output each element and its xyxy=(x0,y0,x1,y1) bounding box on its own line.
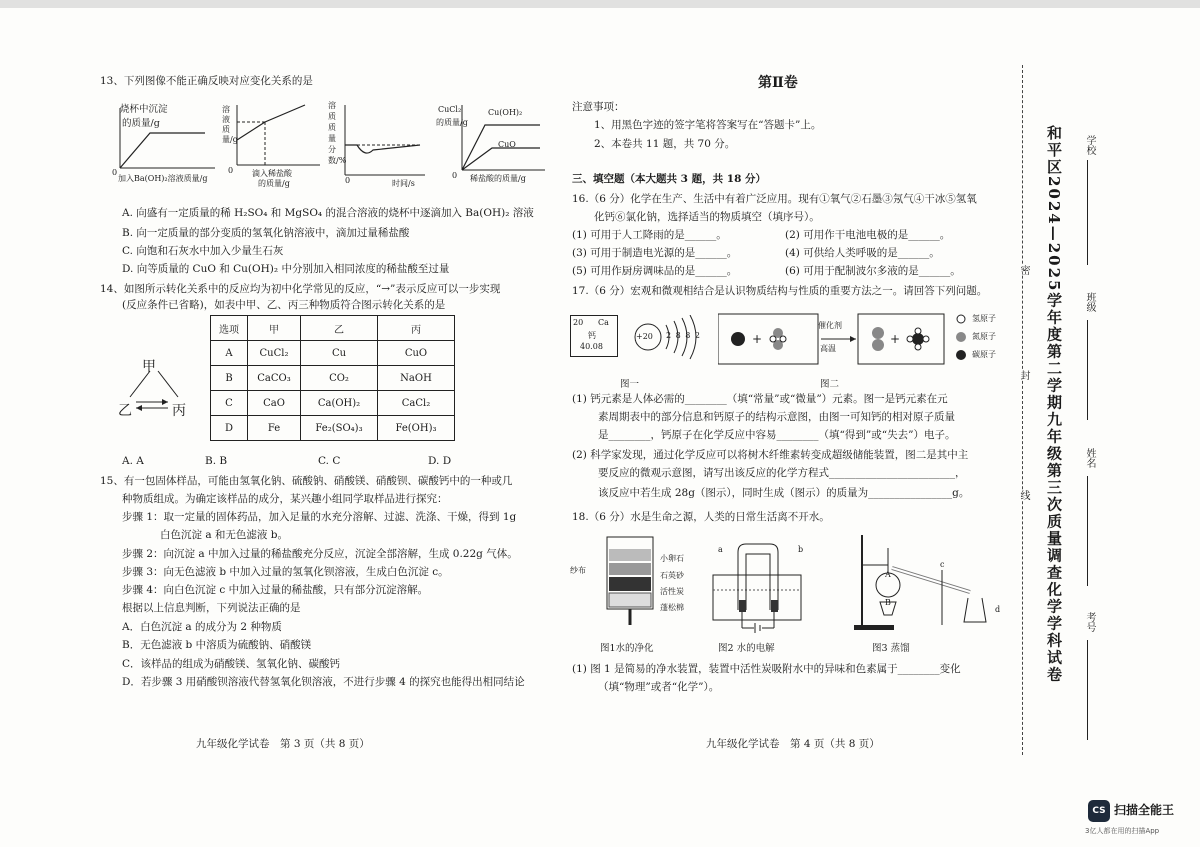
q15-option-c: C．该样品的组成为硝酸镁、氢氧化钠、碳酸钙 xyxy=(122,658,341,670)
note-1: 1、用黑色字迹的签字笔将答案写在“答题卡”上。 xyxy=(594,119,822,131)
q14-stem2: (反应条件已省略)，如表中甲、乙、丙三种物质符合图示转化关系的是 xyxy=(122,299,446,311)
graph-b-xlabel2: 的质量/g xyxy=(258,179,290,188)
q17-line: 素周期表中的部分信息和钙原子的结构示意图，由图一可知钙的相对原子质量 xyxy=(598,411,955,423)
q14-choice-d: D. D xyxy=(428,455,452,467)
graph-c-origin: 0 xyxy=(345,176,351,185)
table-row xyxy=(211,341,455,366)
table-row xyxy=(211,416,455,441)
ca-shells: 2 8 8 2 xyxy=(666,331,701,340)
svg-text:+: + xyxy=(890,332,901,346)
fig1-label: 小卵石 xyxy=(660,554,684,563)
graph-d-xlabel: 稀盐酸的质量/g xyxy=(470,174,526,183)
table-cell: B xyxy=(211,366,248,391)
table-cell: CaCO₃ xyxy=(248,366,301,391)
graph-d-line2: CuO xyxy=(498,140,516,149)
q13-option-a: A. 向盛有一定质量的稀 H₂SO₄ 和 MgSO₄ 的混合溶液的烧杯中逐滴加入 Ba(OH)₂ 溶液 xyxy=(122,207,534,219)
q15-line: 种物质组成。为确定该样品的成分，某兴趣小组同学取样品进行探究： xyxy=(122,493,448,505)
q15-option-a: A．白色沉淀 a 的成分为 2 种物质 xyxy=(122,621,282,633)
seal-mark: 封 xyxy=(1018,370,1029,380)
watermark-tagline: 3亿人都在用的扫描App xyxy=(1085,827,1160,835)
seal-mark: 线 xyxy=(1018,490,1029,500)
q14-choice-b: B. B xyxy=(205,455,228,467)
q17-line: 要反应的微观示意图，请写出该反应的化学方程式________________________， xyxy=(598,467,966,479)
q17-line: (2) 科学家发现，通过化学反应可以将树木纤维素转变成超级储能装置，图二是其中主 xyxy=(572,449,969,461)
graph-b-xlabel1: 滴入稀盐酸 xyxy=(252,169,292,178)
table-cell: C xyxy=(211,391,248,416)
q17-line: (1) 钙元素是人体必需的________（填“常量”或“微量”）元素。图一是钙元素在元 xyxy=(572,393,948,405)
table-header-row xyxy=(211,316,455,341)
fig2-caption: 图二 xyxy=(820,379,840,390)
q13-stem: 13、下列图像不能正确反映对应变化关系的是 xyxy=(100,75,313,87)
q15-line: 步骤 2：向沉淀 a 中加入过量的稀盐酸充分反应，沉淀全部溶解，生成 0.22g 气体。 xyxy=(122,548,518,560)
graph-c-ylabel: 溶质质量分数/% xyxy=(328,101,347,165)
q17-line: 该反应中若生成 28g（图示），同时生成（图示）的质量为________________g。 xyxy=(598,487,970,499)
ca-name: 钙 xyxy=(588,331,596,340)
table-header: 丙 xyxy=(378,316,455,341)
svg-text:+: + xyxy=(752,332,763,346)
q13-option-c: C. 向饱和石灰水中加入少量生石灰 xyxy=(122,245,284,257)
right-page-footer: 九年级化学试卷 第 4 页（共 8 页） xyxy=(706,738,880,750)
cloth-label: 纱布 xyxy=(570,566,586,575)
q16-item-5: (5) 可用作厨房调味品的是______。 xyxy=(572,265,738,277)
graph-a-xlabel: 加入Ba(OH)₂溶液质量/g xyxy=(118,174,208,183)
q16-item-6: (6) 可用于配制波尔多液的是______。 xyxy=(785,265,961,277)
binding-dashed-line xyxy=(1022,65,1023,755)
q16-stem1: 16.（6 分）化学在生产、生活中有着广泛应用。现有①氧气②石墨③氖气④干冰⑤氢氧 xyxy=(572,193,977,205)
table-cell: CuO xyxy=(378,341,455,366)
fig1-label: 石英砂 xyxy=(660,571,684,580)
q16-item-3: (3) 可用于制造电光源的是______。 xyxy=(572,247,738,259)
table-row xyxy=(211,391,455,416)
fig1-water-caption: 图1水的净化 xyxy=(600,643,654,654)
notes-title: 注意事项： xyxy=(572,101,625,113)
electrolysis-diagram xyxy=(708,540,808,635)
fig1-label: 蓬松棉 xyxy=(660,603,684,612)
q15-line: 15、有一包固体样品，可能由氢氧化钠、硫酸钠、硝酸镁、硝酸钡、碳酸钙中的一种或几 xyxy=(100,475,513,487)
distillation-b: B xyxy=(885,598,891,607)
table-row xyxy=(211,366,455,391)
field-exam-number: 考号 xyxy=(1084,612,1095,632)
distillation-diagram xyxy=(850,530,1000,635)
q14-stem1: 14、如图所示转化关系中的反应均为初中化学常见的反应，“→”表示反应可以一步实现 xyxy=(100,283,501,295)
graph-d-ylabel1: CuCl₂ xyxy=(438,105,462,114)
table-header: 乙 xyxy=(301,316,378,341)
ca-mass: 40.08 xyxy=(580,342,603,351)
fig1-label: 活性炭 xyxy=(660,587,684,596)
field-school: 学校 xyxy=(1084,135,1095,155)
table-cell: Fe₂(SO₄)₃ xyxy=(301,416,378,441)
q16-stem2: 化钙⑥氯化钠，选择适当的物质填空（填序号）。 xyxy=(594,211,820,223)
camscanner-logo-icon: CS xyxy=(1088,800,1110,822)
q15-line: 步骤 1：取一定量的固体药品，加入足量的水充分溶解、过滤、洗涤、干燥，得到 1g xyxy=(122,511,517,523)
catalyst-label: 催化剂 xyxy=(818,321,842,330)
graph-b-ylabel: 溶液质量/g xyxy=(222,105,238,144)
table-cell: Ca(OH)₂ xyxy=(301,391,378,416)
legend-carbon: 碳原子 xyxy=(972,350,996,359)
q18-line2: （填“物理”或者“化学”）。 xyxy=(598,681,720,693)
graph-a-ylabel1: 烧杯中沉淀 xyxy=(120,104,168,115)
q15-line: 步骤 3：向无色滤液 b 中加入过量的氢氧化钡溶液，生成白色沉淀 c。 xyxy=(122,566,449,578)
q14-bing: 丙 xyxy=(172,403,186,419)
atom-legend xyxy=(955,313,969,363)
seal-mark: 密 xyxy=(1018,265,1029,275)
fig3-caption: 图3 蒸馏 xyxy=(872,643,910,654)
table-cell: CuCl₂ xyxy=(248,341,301,366)
graph-a-origin: 0 xyxy=(112,168,118,177)
table-cell: Cu xyxy=(301,341,378,366)
field-class-line[interactable] xyxy=(1087,320,1088,420)
q14-choice-c: C. C xyxy=(318,455,341,467)
table-cell: CO₂ xyxy=(301,366,378,391)
field-class: 班级 xyxy=(1084,292,1095,312)
distillation-d: d xyxy=(995,605,1001,614)
q16-item-4: (4) 可供给人类呼吸的是______。 xyxy=(785,247,940,259)
table-header: 甲 xyxy=(248,316,301,341)
table-header: 选项 xyxy=(211,316,248,341)
section-title: 第Ⅱ卷 xyxy=(758,75,798,91)
q14-yi: 乙 xyxy=(118,403,132,419)
graph-b-origin: 0 xyxy=(228,166,234,175)
q15-option-d: D．若步骤 3 用硝酸钡溶液代替氢氧化钡溶液，不进行步骤 4 的探究也能得出相同结论 xyxy=(122,676,525,688)
fig2-water-caption: 图2 水的电解 xyxy=(718,643,775,654)
q17-line: 是________，钙原子在化学反应中容易________（填“得到”或“失去”）电子。 xyxy=(598,429,956,441)
scan-top-band xyxy=(0,0,1200,8)
section-3-title: 三、填空题（本大题共 3 题，共 18 分） xyxy=(572,173,767,185)
q14-choice-a: A. A xyxy=(122,455,144,467)
left-page-footer: 九年级化学试卷 第 3 页（共 8 页） xyxy=(196,738,370,750)
water-purifier-diagram xyxy=(605,535,660,630)
field-name-line[interactable] xyxy=(1087,476,1088,586)
q15-line: 根据以上信息判断，下列说法正确的是 xyxy=(122,602,301,614)
fig1-caption: 图一 xyxy=(620,379,640,390)
field-exam-number-line[interactable] xyxy=(1087,640,1088,740)
graph-a-ylabel2: 的质量/g xyxy=(122,118,160,129)
ca-nucleus: +20 xyxy=(636,332,653,341)
graph-c-xlabel: 时间/s xyxy=(392,179,415,188)
graph-d-origin: 0 xyxy=(452,171,458,180)
q16-item-1: (1) 可用于人工降雨的是______。 xyxy=(572,229,727,241)
watermark-brand: 扫描全能王 xyxy=(1114,803,1175,817)
q15-line: 步骤 4：向白色沉淀 c 中加入过量的稀盐酸，只有部分沉淀溶解。 xyxy=(122,584,429,596)
ca-symbol: Ca xyxy=(598,318,609,327)
note-2: 2、本卷共 11 题，共 70 分。 xyxy=(594,138,736,150)
table-cell: Fe(OH)₃ xyxy=(378,416,455,441)
ca-number: 20 xyxy=(573,318,584,327)
table-cell: CaCl₂ xyxy=(378,391,455,416)
q18-line1: (1) 图 1 是简易的净水装置，装置中活性炭吸附水中的异味和色素属于________变化 xyxy=(572,663,961,675)
graph-d-line1: Cu(OH)₂ xyxy=(488,108,523,117)
legend-hydrogen: 氢原子 xyxy=(972,314,996,323)
legend-nitrogen: 氮原子 xyxy=(972,332,996,341)
q18-stem: 18.（6 分）水是生命之源，人类的日常生活离不开水。 xyxy=(572,511,830,523)
table-cell: D xyxy=(211,416,248,441)
exam-title: 和平区2024—2025学年度第二学期九年级第三次质量调查化学学科试卷 xyxy=(1045,125,1063,684)
q13-graph-c xyxy=(335,100,435,185)
table-cell: A xyxy=(211,341,248,366)
q13-option-b: B. 向一定质量的部分变质的氢氧化钠溶液中，滴加过量稀盐酸 xyxy=(122,227,410,239)
q17-stem: 17.（6 分）宏观和微观相结合是认识物质结构与性质的重要方法之一。请回答下列问题。 xyxy=(572,285,988,297)
graph-d-ylabel2: 的质量/g xyxy=(436,118,468,127)
field-school-line[interactable] xyxy=(1087,160,1088,265)
table-cell: NaOH xyxy=(378,366,455,391)
q16-item-2: (2) 可用作干电池电极的是______。 xyxy=(785,229,951,241)
condition-label: 高温 xyxy=(820,344,836,353)
q15-option-b: B．无色滤液 b 中溶质为硫酸钠、硝酸镁 xyxy=(122,639,312,651)
q13-option-d: D. 向等质量的 CuO 和 Cu(OH)₂ 中分别加入相同浓度的稀盐酸至过量 xyxy=(122,263,450,275)
q14-options-table xyxy=(210,315,455,441)
field-name: 姓名 xyxy=(1084,448,1095,468)
q14-jia: 甲 xyxy=(142,359,156,375)
distillation-c: c xyxy=(940,560,945,569)
distillation-a: A xyxy=(885,570,891,579)
electrolysis-b: b xyxy=(798,545,804,554)
table-cell: Fe xyxy=(248,416,301,441)
table-cell: CaO xyxy=(248,391,301,416)
q15-line: 白色沉淀 a 和无色滤液 b。 xyxy=(160,529,288,541)
electrolysis-a: a xyxy=(718,545,723,554)
